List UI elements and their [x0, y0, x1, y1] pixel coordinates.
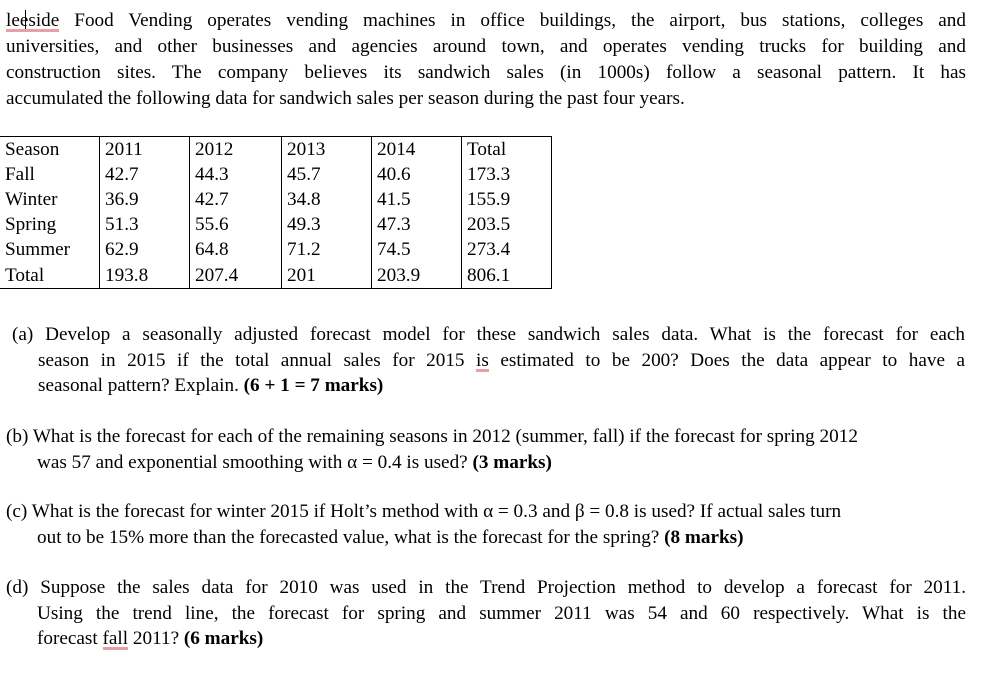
question-a-line-2: season in 2015 if the total annual sales for 2015 is estimated to be 200? Does the data appear to have a — [38, 349, 965, 371]
table-cell: 62.9 — [100, 238, 190, 263]
question-a-line-3: seasonal pattern? Explain. (6 + 1 = 7 marks) — [38, 375, 384, 397]
table-header-cell: 2012 — [190, 137, 282, 163]
table-cell: 806.1 — [462, 263, 552, 289]
table-cell: 44.3 — [190, 162, 282, 187]
table-row — [0, 162, 552, 187]
question-c — [6, 499, 966, 550]
question-d-line-1: (d) Suppose the sales data for 2010 was used in the Trend Projection method to develop a forecast for 2011. — [6, 577, 966, 598]
table-cell: 47.3 — [372, 213, 462, 238]
table-header-cell: 2011 — [100, 137, 190, 163]
spellcheck-word: leeside — [6, 10, 60, 31]
table-row — [0, 238, 552, 263]
table-cell: 49.3 — [282, 213, 372, 238]
table-cell: Summer — [5, 239, 71, 261]
table-cell: Fall — [5, 163, 35, 185]
table-cell: Winter — [5, 188, 58, 210]
table-cell: 40.6 — [372, 162, 462, 187]
table-cell: 34.8 — [282, 187, 372, 212]
table-cell: 74.5 — [372, 238, 462, 263]
question-c-line-1: (c) What is the forecast for winter 2015 if Holt’s method with α = 0.3 and β = 0.8 is used? If actual sales turn — [6, 501, 842, 522]
sales-table — [0, 136, 552, 289]
table-cell: 155.9 — [462, 187, 552, 212]
question-a — [12, 322, 965, 399]
table-cell: 42.7 — [190, 187, 282, 212]
table-cell: Spring — [5, 214, 57, 236]
table-cell: 193.8 — [100, 263, 190, 289]
question-b-line-1: (b) What is the forecast for each of the remaining seasons in 2012 (summer, fall) if the forecast for spring 2012 — [6, 426, 858, 447]
intro-line-4: accumulated the following data for sandwich sales per season during the past four years. — [6, 88, 685, 109]
table-header-cell: 2013 — [282, 137, 372, 163]
table-header-cell: 2014 — [372, 137, 462, 163]
table-cell: 203.5 — [462, 213, 552, 238]
table-row — [0, 187, 552, 212]
spellcheck-word: fall — [102, 628, 129, 650]
question-a-line-1: (a) Develop a seasonally adjusted forecast model for these sandwich sales data. What is the forecast for each — [12, 324, 965, 345]
intro-line-3: construction sites. The company believes its sandwich sales (in 1000s) follow a seasonal pattern. It has — [6, 62, 966, 83]
table-header-cell: Season — [0, 137, 100, 163]
intro-line-1: leeside Food Vending operates vending machines in office buildings, the airport, bus stations, colleges and — [6, 10, 966, 31]
question-b — [6, 424, 966, 475]
table-header-row — [0, 137, 552, 163]
question-d — [6, 575, 966, 652]
table-cell: 71.2 — [282, 238, 372, 263]
table-cell: 51.3 — [100, 213, 190, 238]
table-header-cell: Total — [462, 137, 552, 163]
table-cell: 273.4 — [462, 238, 552, 263]
table-cell: 203.9 — [372, 263, 462, 289]
table-cell: 55.6 — [190, 213, 282, 238]
table-cell: 45.7 — [282, 162, 372, 187]
question-b-line-2: was 57 and exponential smoothing with α = 0.4 is used? (3 marks) — [37, 451, 552, 473]
table-cell: 36.9 — [100, 187, 190, 212]
table-cell: Total — [0, 263, 100, 289]
question-a-marks: (6 + 1 = 7 marks) — [243, 375, 384, 397]
question-b-marks: (3 marks) — [472, 451, 552, 473]
table-total-row — [0, 263, 552, 289]
question-d-line-2: Using the trend line, the forecast for spring and summer 2011 was 54 and 60 respectively. What is the — [37, 602, 966, 624]
question-d-line-3: forecast fall 2011? (6 marks) — [37, 628, 264, 650]
question-c-marks: (8 marks) — [664, 526, 744, 548]
table-row — [0, 213, 552, 238]
question-c-line-2: out to be 15% more than the forecasted value, what is the forecast for the spring? (8 marks) — [37, 526, 744, 548]
spellcheck-word: is — [476, 349, 489, 371]
table-cell: 173.3 — [462, 162, 552, 187]
intro-line-2: universities, and other businesses and agencies around town, and operates vending trucks for building and — [6, 36, 966, 57]
table-cell: 201 — [282, 263, 372, 289]
table-cell: 64.8 — [190, 238, 282, 263]
table-cell: 42.7 — [100, 162, 190, 187]
table-cell: 41.5 — [372, 187, 462, 212]
table-cell: 207.4 — [190, 263, 282, 289]
question-d-marks: (6 marks) — [183, 628, 264, 650]
